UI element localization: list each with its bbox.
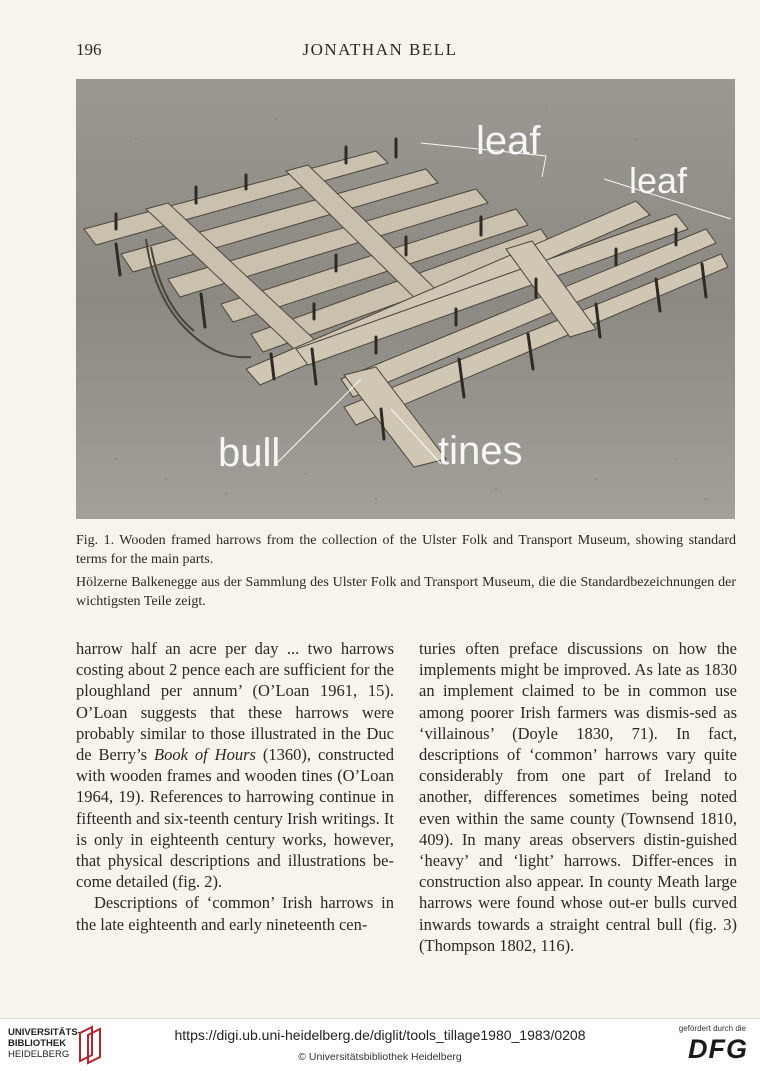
viewer-footer <box>0 1018 760 1071</box>
body-text <box>76 638 737 955</box>
harrow-illustration <box>76 79 735 519</box>
harrow-photograph <box>76 79 735 519</box>
university-library-logo[interactable]: UNIVERSITÄTS- BIBLIOTHEK HEIDELBERG <box>8 1027 81 1060</box>
permalink[interactable]: https://digi.ub.uni-heidelberg.de/diglit/tools_tillage1980_1983/0208 <box>174 1027 586 1043</box>
running-head: JONATHAN BELL <box>302 40 458 59</box>
paragraph: harrow half an acre per day ... two harrows costing about 2 pence each are sufficient for the ploughland per annum’ (O’Loan 1961, 15). O’Loan suggests that these harrows were probably similar to those illustrated in the Duc de Berry’s Book of Hours (1360), constructed with wooden frames and wooden tines (O’Loan 1964, 19). References to harrowing continue in fifteenth and six-teenth century Irish writings. It is only in eighteenth century works, however, that physical descriptions and illustrations be-come detailed (fig. 2). <box>76 639 394 892</box>
paragraph: Descriptions of ‘common’ Irish harrows in the late eighteenth and early nineteenth cen- <box>76 893 394 934</box>
copyright-notice: © Universitätsbibliothek Heidelberg <box>298 1051 462 1063</box>
paragraph: turies often preface discussions on how the implements might be improved. As late as 1830 an implement claimed to be in common use among poorer Irish farmers was dismis-sed as ‘villainous’ (Doyle 1830, 71). In fact, descriptions of ‘common’ harrows vary quite considerably from one part of Ireland to another, differences sometimes being noted even within the same county (Townsend 1810, 409). In many areas observers distin-guished ‘heavy’ and ‘light’ harrows. Differ-ences in construction also appear. In county Meath large harrows were found whose out-er bulls curved inwards towards a straight central bull (fig. 3) (Thompson 1802, 116). <box>419 639 737 955</box>
label-tines: tines <box>438 429 523 473</box>
dfg-logo[interactable]: DFG <box>688 1034 748 1064</box>
figure-caption-english: Fig. 1. Wooden framed harrows from the collection of the Ulster Folk and Transport Museum, showing standard terms for the main parts. <box>76 533 736 567</box>
label-leaf-right: leaf <box>629 160 688 201</box>
text-column-right <box>419 638 737 956</box>
funding-note: gefördert durch die <box>678 1024 746 1033</box>
figure-caption-german: Hölzerne Balkenegge aus der Sammlung des Ulster Folk and Transport Museum, die die Standardbezeichnungen der wichtigsten Teile zeigt. <box>76 575 736 609</box>
label-leaf-upper: leaf <box>476 119 541 163</box>
page-number: 196 <box>76 40 102 59</box>
text-column-left <box>76 638 394 935</box>
label-bull: bull <box>218 431 281 475</box>
